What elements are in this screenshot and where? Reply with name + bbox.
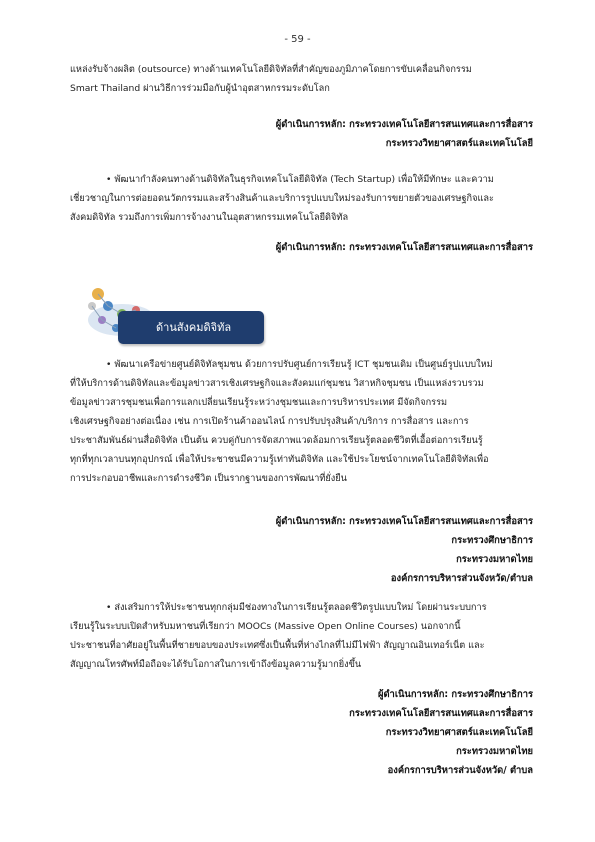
page-number: - 59 - <box>284 34 311 45</box>
bullet-line: เรียนรู้ในระบบเปิดสำหรับมหาชนที่เรียกว่า MOOCs (Massive Open Online Courses) นอกจากนี้ <box>70 621 461 632</box>
responsible-agencies-2 <box>276 238 533 257</box>
agency-line: กระทรวงเทคโนโลยีสารสนเทศและการสื่อสาร <box>349 708 533 719</box>
responsible-agencies-3 <box>276 512 533 588</box>
bullet-paragraph-1 <box>70 170 532 227</box>
section-banner <box>118 311 264 344</box>
agency-line: ผู้ดำเนินการหลัก: กระทรวงเทคโนโลยีสารสนเทศและการสื่อสาร <box>275 119 533 130</box>
agency-line: กระทรวงมหาดไทย <box>456 554 533 565</box>
bullet-line: สังคมดิจิทัล รวมถึงการเพิ่มการจ้างงานในอุตสาหกรรมเทคโนโลยีดิจิทัล <box>70 212 349 223</box>
bullet-line: ที่ให้บริการด้านดิจิทัลและข้อมูลข่าวสารเชิงเศรษฐกิจและสังคมแก่ชุมชน วิสาหกิจชุมชน เป็นแหล่งรวบรวม <box>70 378 484 389</box>
bullet-line: • พัฒนากำลังคนทางด้านดิจิทัลในธุรกิจเทคโนโลยีดิจิทัล (Tech Startup) เพื่อให้มีทักษะ และความ <box>106 174 494 185</box>
bullet-paragraph-2 <box>70 355 532 488</box>
agency-line: องค์กรการบริหารส่วนจังหวัด/ ตำบล <box>387 765 533 776</box>
bullet-line: เชี่ยวชาญในการต่อยอดนวัตกรรมและสร้างสินค้าและบริการรูปแบบใหม่รองรับการขยายตัวของเศรษฐกิจและ <box>70 193 494 204</box>
agency-line: องค์กรการบริหารส่วนจังหวัด/ตำบล <box>390 573 533 584</box>
bullet-line: การประกอบอาชีพและการดำรงชีวิต เป็นรากฐานของการพัฒนาที่ยั่งยืน <box>70 473 347 484</box>
intro-line: แหล่งรับจ้างผลิต (outsource) ทางด้านเทคโนโลยีดิจิทัลที่สำคัญของภูมิภาคโดยการขับเคลื่อนกิจกรรม <box>70 64 472 75</box>
section-title: ด้านสังคมดิจิทัล <box>156 321 232 334</box>
responsible-agencies-4 <box>349 685 533 780</box>
bullet-line: เชิงเศรษฐกิจอย่างต่อเนื่อง เช่น การเปิดร้านค้าออนไลน์ การปรับปรุงสินค้า/บริการ การสื่อสาร และการ <box>70 416 469 427</box>
agency-line: กระทรวงวิทยาศาสตร์และเทคโนโลยี <box>385 727 533 738</box>
intro-line: Smart Thailand ผ่านวิธีการร่วมมือกับผู้นำอุตสาหกรรมระดับโลก <box>70 83 330 94</box>
bullet-line: • ส่งเสริมการให้ประชาชนทุกกลุ่มมีช่องทางในการเรียนรู้ตลอดชีวิตรูปแบบใหม่ โดยผ่านระบบการ <box>106 602 487 613</box>
responsible-agencies-1 <box>276 115 533 153</box>
agency-line: กระทรวงวิทยาศาสตร์และเทคโนโลยี <box>385 138 533 149</box>
bullet-line: ข้อมูลข่าวสารชุมชนเพื่อการแลกเปลี่ยนเรียนรู้ระหว่างชุมชนและการบริหารประเทศ มีจัดกิจกรรม <box>70 397 448 408</box>
agency-line: กระทรวงศึกษาธิการ <box>451 535 533 546</box>
agency-line: ผู้ดำเนินการหลัก: กระทรวงเทคโนโลยีสารสนเทศและการสื่อสาร <box>275 516 533 527</box>
bullet-paragraph-3 <box>70 598 532 674</box>
bullet-line: ทุกที่ทุกเวลาบนทุกอุปกรณ์ เพื่อให้ประชาชนมีความรู้เท่าทันดิจิทัล และใช้ประโยชน์จากเทคโนโลยีดิจิทัลเพื่อ <box>70 454 489 465</box>
agency-line: ผู้ดำเนินการหลัก: กระทรวงศึกษาธิการ <box>377 689 533 700</box>
bullet-line: • พัฒนาเครือข่ายศูนย์ดิจิทัลชุมชน ด้วยการปรับศูนย์การเรียนรู้ ICT ชุมชนเดิม เป็นศูนย์รูปแบบใหม่ <box>106 359 493 370</box>
intro-paragraph <box>70 60 532 98</box>
agency-line: ผู้ดำเนินการหลัก: กระทรวงเทคโนโลยีสารสนเทศและการสื่อสาร <box>275 242 533 253</box>
bullet-line: สัญญาณโทรศัพท์มือถือจะได้รับโอกาสในการเข้าถึงข้อมูลความรู้มากยิ่งขึ้น <box>70 659 362 670</box>
agency-line: กระทรวงมหาดไทย <box>456 746 533 757</box>
bullet-line: ประชาชนที่อาศัยอยู่ในพื้นที่ชายขอบของประเทศซึ่งเป็นพื้นที่ห่างไกลที่ไม่มีไฟฟ้า สัญญาณอินเทอร์เน็ต และ <box>70 640 485 651</box>
bullet-line: ประชาสัมพันธ์ผ่านสื่อดิจิทัล เป็นต้น ควบคู่กับการจัดสภาพแวดล้อมการเรียนรู้ตลอดชีวิตที่เอื้อต่อการเรียนรู้ <box>70 435 483 446</box>
